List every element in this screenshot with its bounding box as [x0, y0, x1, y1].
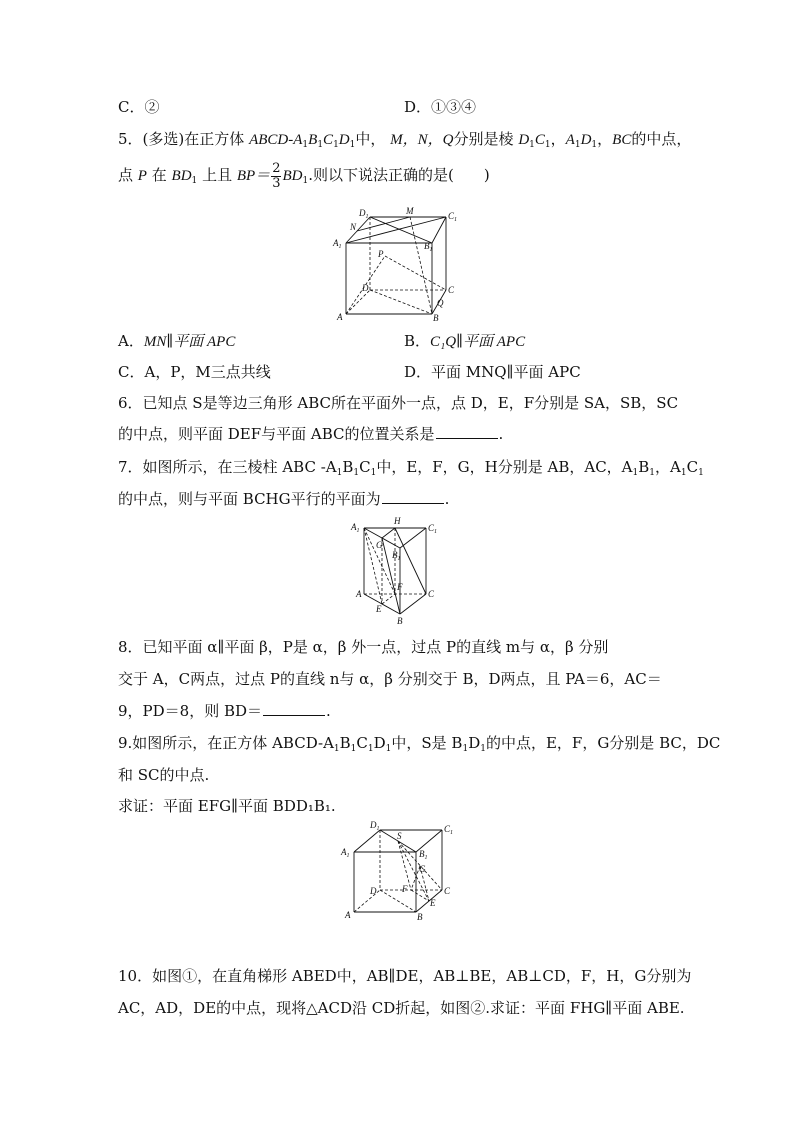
q4-option-c: C．② [118, 98, 160, 116]
label-c1: $C_1$ [428, 523, 438, 535]
q9-line3: 求证：平面 EFG∥平面 BDD₁B₁. [118, 797, 336, 815]
label-b1: $B_1$ [424, 241, 433, 253]
label-d1: $D_1$ [370, 820, 380, 832]
q7-line2: 的中点，则与平面 BCHG平行的平面为 . [118, 490, 450, 508]
q6-line1: 6．已知点 S是等边三角形 ABC所在平面外一点，点 D，E，F分别是 SA，SB，SC [118, 394, 679, 412]
label-b: B [433, 313, 439, 323]
figure-q5-cube [330, 206, 460, 324]
label-q: Q [437, 298, 444, 308]
label-d: D [370, 886, 377, 896]
q5-stem-line1: 5．(多选)在正方体 ABCD-$A_1B_1C_1D_1$中， M，N，Q分别是棱 $D_1C_1$，$A_1D_1$，BC的中点， [118, 130, 692, 150]
label-s: S [397, 831, 402, 841]
q10-line1: 10．如图①，在直角梯形 ABED中，AB∥DE，AB⊥BE，AB⊥CD，F，H，G分别为 [118, 967, 692, 985]
answer-blank[interactable] [436, 426, 498, 439]
label-e: E [376, 604, 382, 614]
label-a: A [337, 312, 343, 322]
label-c: C [448, 285, 455, 295]
label-h: H [394, 516, 401, 526]
q6-line2: 的中点，则平面 DEF与平面 ABC的位置关系是 . [118, 425, 504, 443]
label-a1: $A_1$ [351, 522, 360, 534]
figure-q7-prism [340, 514, 450, 626]
q5-option-a: A．MN∥平面 APC [118, 332, 236, 350]
label-b1: $B_1$ [419, 849, 428, 861]
q5-option-b: B．C₁Q∥平面 APC [404, 332, 526, 350]
answer-blank[interactable] [263, 703, 325, 716]
q5-stem-line2: 点 P 在 $BD_1$ 上且 BP＝ $\frac{2}{3}$ $BD_1$.则以下说法正确的是( ) [118, 160, 490, 191]
label-p: P [378, 249, 384, 259]
label-d: D [362, 283, 369, 293]
q8-line3: 9，PD＝8，则 BD＝ . [118, 702, 331, 720]
q8-line2: 交于 A，C两点，过点 P的直线 n与 α，β 分别交于 B，D两点，且 PA＝6，AC＝ [118, 670, 662, 688]
label-b: B [397, 616, 403, 626]
answer-blank[interactable] [382, 491, 444, 504]
q5-option-d: D．平面 MNQ∥平面 APC [404, 363, 581, 381]
q5-option-c: C．A，P，M三点共线 [118, 363, 271, 381]
label-g: G [419, 864, 426, 874]
label-f: F [402, 884, 408, 894]
label-c1: $C_1$ [448, 211, 458, 223]
label-a1: $A_1$ [341, 847, 350, 859]
label-b: B [417, 912, 423, 922]
q8-line1: 8．已知平面 α∥平面 β，P是 α，β 外一点，过点 P的直线 m与 α，β 分别 [118, 638, 609, 656]
label-n: N [350, 222, 357, 232]
label-a: A [356, 589, 362, 599]
label-d1: $D_1$ [359, 208, 369, 220]
label-c: C [444, 886, 451, 896]
label-f: F [397, 582, 403, 592]
figure-q9-cube [340, 818, 460, 924]
label-c: C [428, 589, 435, 599]
label-b1: $B_1$ [392, 550, 401, 562]
q9-line1: 9.如图所示，在正方体 ABCD-$A_1B_1C_1D_1$中，S是 $B_1D_1$的中点，E，F，G分别是 BC，DC [118, 734, 721, 754]
q4-option-d: D．①③④ [404, 98, 477, 116]
label-a: A [345, 910, 351, 920]
q10-line2: AC，AD，DE的中点，现将△ACD沿 CD折起，如图②.求证：平面 FHG∥平面 ABE. [118, 999, 685, 1017]
label-a1: $A_1$ [333, 238, 342, 250]
q7-line1: 7．如图所示，在三棱柱 ABC $-A_1B_1C_1$中，E，F，G，H分别是 AB，AC，$A_1B_1$，$A_1C_1$ [118, 458, 704, 478]
label-g: G [376, 540, 383, 550]
label-m: M [406, 206, 414, 216]
label-c1: $C_1$ [444, 824, 454, 836]
fraction-two-thirds: $\frac{2}{3}$ [272, 160, 281, 191]
q9-line2: 和 SC的中点. [118, 766, 210, 784]
label-e: E [430, 898, 436, 908]
